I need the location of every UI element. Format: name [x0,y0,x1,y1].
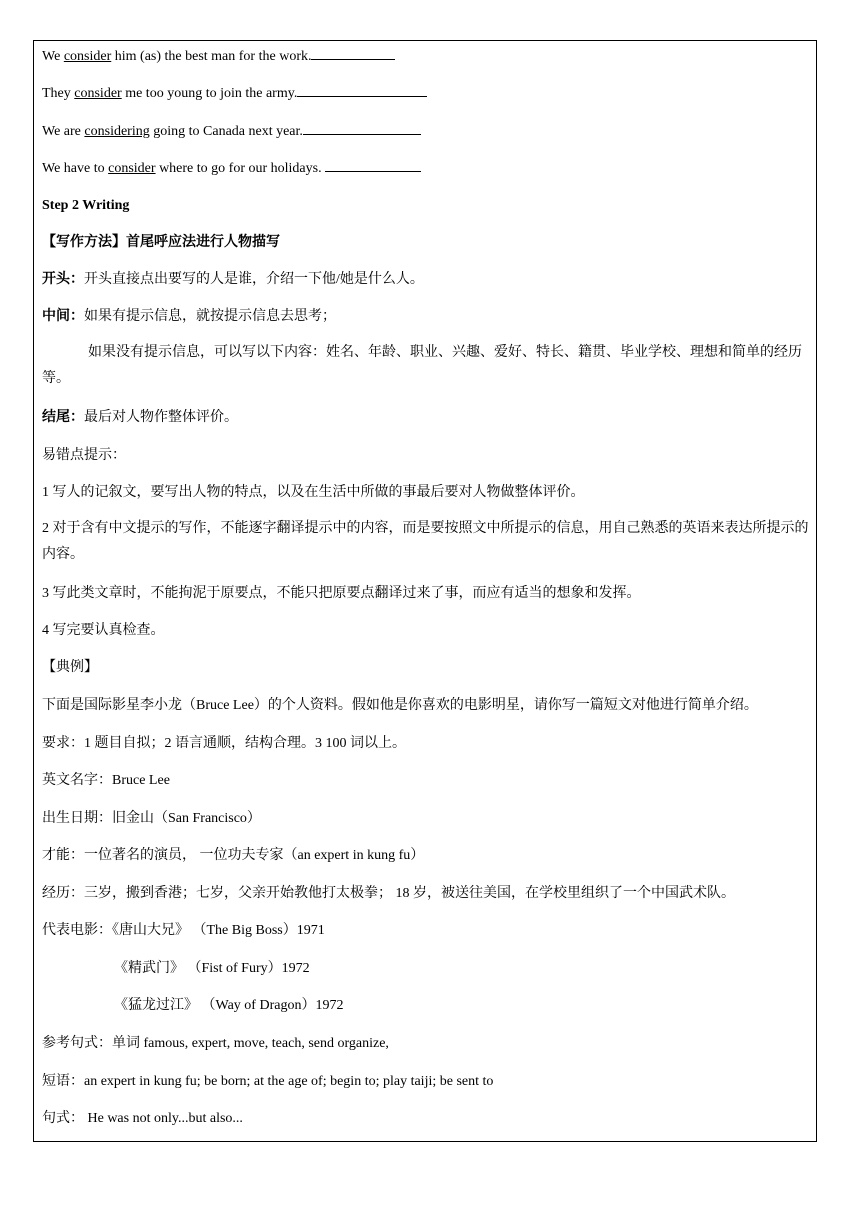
tip-4: 4 写完要认真检查。 [42,623,165,638]
exercise-sentence-2: They consider me too young to join the army. [42,84,427,103]
tips-title: 易错点提示： [42,448,126,463]
english-name: 英文名字：Bruce Lee [42,773,170,788]
tip-3: 3 写此类文章时，不能拘泥于原要点，不能只把原要点翻译过来了事，而应有适当的想象和发挥。 [42,586,641,601]
example-title: 【典例】 [42,660,98,675]
film-2: 《精武门》 （Fist of Fury）1972 [114,961,310,976]
tip-1: 1 写人的记叙文，要写出人物的特点，以及在生活中所做的事最后要对人物做整体评价。 [42,485,585,500]
film-3: 《猛龙过江》 （Way of Dragon）1972 [114,998,344,1013]
exercise-sentence-4: We have to consider where to go for our holidays. [42,159,421,178]
requirements: 要求：1 题目自拟；2 语言通顺，结构合理。3 100 词以上。 [42,736,406,751]
answer-blank [303,122,421,135]
ending-paragraph: 结尾：最后对人物作整体评价。 [42,410,238,425]
answer-blank [325,159,421,172]
tip-2: 2 对于含有中文提示的写作，不能逐字翻译提示中的内容，而是要按照文中所提示的信息，用自己熟悉的英语来表达所提示的内容。 [42,521,809,562]
reference-words: 参考句式：单词 famous, expert, move, teach, send organize, [42,1036,389,1051]
reference-sentence: 句式： He was not only...but also... [42,1111,243,1126]
film-1: 代表电影：《唐山大兄》 （The Big Boss）1971 [42,923,325,938]
answer-blank [311,47,395,60]
section-heading: Step 2 Writing [42,198,130,213]
exercise-sentence-1: We consider him (as) the best man for the work. [42,47,395,66]
answer-blank [297,84,427,97]
reference-phrases: 短语：an expert in kung fu; be born; at the age of; begin to; play taiji; be sent to [42,1074,494,1089]
talent-info: 才能：一位著名的演员， 一位功夫专家（an expert in kung fu） [42,848,425,863]
birth-info: 出生日期：旧金山（San Francisco） [42,811,261,826]
opening-paragraph: 开头：开头直接点出要写的人是谁，介绍一下他/她是什么人。 [42,272,424,287]
middle-continued: 如果没有提示信息，可以写以下内容：姓名、年龄、职业、兴趣、爱好、特长、籍贯、毕业学校、理想和简单的经历等。 [42,345,802,386]
exercise-sentence-3: We are considering going to Canada next year. [42,122,421,141]
method-title: 【写作方法】首尾呼应法进行人物描写 [42,235,280,250]
experience-info: 经历：三岁，搬到香港；七岁，父亲开始教他打太极拳； 18 岁，被送往美国，在学校里组织了一个中国武术队。 [42,886,735,901]
middle-paragraph: 中间：如果有提示信息，就按提示信息去思考； [42,309,336,324]
example-intro: 下面是国际影星李小龙（Bruce Lee）的个人资料。假如他是你喜欢的电影明星，请你写一篇短文对他进行简单介绍。 [42,698,758,713]
